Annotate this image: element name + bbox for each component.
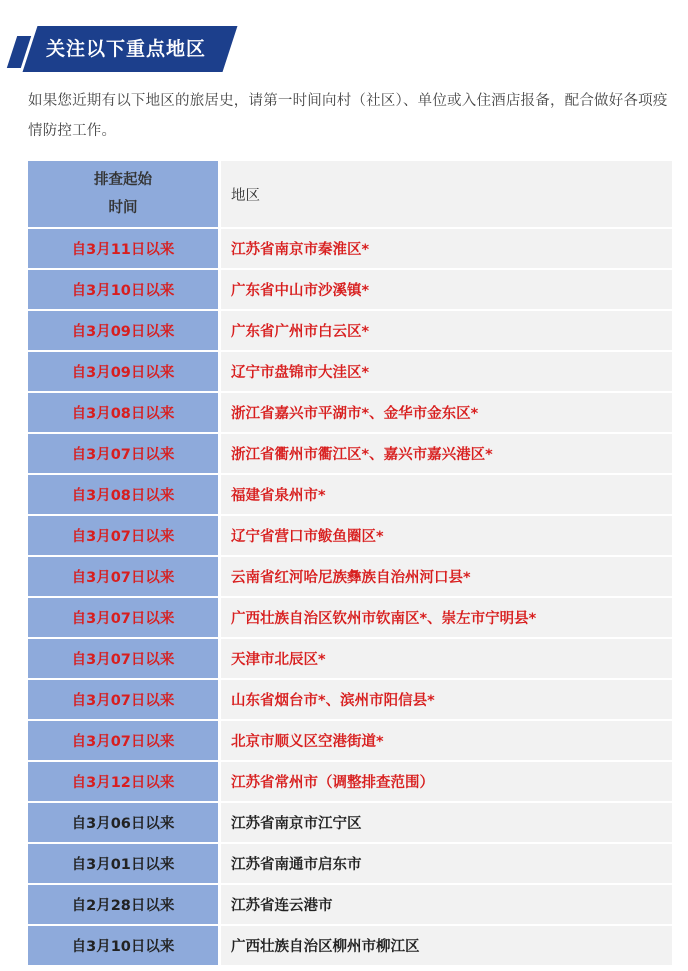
table-row [28, 557, 672, 598]
table-row [28, 352, 672, 393]
area-cell: 浙江省衢州市衢江区*、嘉兴市嘉兴港区* [221, 434, 672, 475]
table-row [28, 844, 672, 885]
area-cell: 江苏省连云港市 [221, 885, 672, 926]
time-cell: 自3月12日以来 [28, 762, 218, 803]
area-cell: 江苏省南京市江宁区 [221, 803, 672, 844]
time-cell: 自3月09日以来 [28, 311, 218, 352]
time-cell: 自3月06日以来 [28, 803, 218, 844]
area-cell: 江苏省南通市启东市 [221, 844, 672, 885]
table-row [28, 270, 672, 311]
table-header-row [28, 161, 672, 229]
time-cell: 自3月07日以来 [28, 680, 218, 721]
time-cell: 自3月10日以来 [28, 926, 218, 967]
table-row [28, 926, 672, 967]
table-row [28, 680, 672, 721]
area-cell: 辽宁市盘锦市大洼区* [221, 352, 672, 393]
time-cell: 自3月07日以来 [28, 434, 218, 475]
area-cell: 浙江省嘉兴市平湖市*、金华市金东区* [221, 393, 672, 434]
table-row [28, 516, 672, 557]
area-cell: 山东省烟台市*、滨州市阳信县* [221, 680, 672, 721]
region-table [28, 161, 672, 967]
table-row [28, 598, 672, 639]
time-cell: 自3月01日以来 [28, 844, 218, 885]
time-cell: 自3月08日以来 [28, 393, 218, 434]
intro-paragraph: 如果您近期有以下地区的旅居史，请第一时间向村（社区）、单位或入住酒店报备，配合做好各项疫情防控工作。 [28, 93, 668, 139]
section-title: 关注以下重点地区 [46, 38, 207, 60]
area-cell: 天津市北辰区* [221, 639, 672, 680]
area-cell: 广西壮族自治区柳州市柳江区 [221, 926, 672, 967]
table-row [28, 475, 672, 516]
area-cell: 江苏省南京市秦淮区* [221, 229, 672, 270]
time-cell: 自3月07日以来 [28, 557, 218, 598]
table-row [28, 434, 672, 475]
table-row [28, 762, 672, 803]
table-body [28, 229, 672, 967]
time-cell: 自3月07日以来 [28, 721, 218, 762]
section-header [12, 26, 238, 72]
time-cell: 自3月11日以来 [28, 229, 218, 270]
area-cell: 北京市顺义区空港街道* [221, 721, 672, 762]
time-cell: 自3月08日以来 [28, 475, 218, 516]
table-row [28, 803, 672, 844]
area-cell: 福建省泉州市* [221, 475, 672, 516]
area-cell: 广东省广州市白云区* [221, 311, 672, 352]
table-row [28, 229, 672, 270]
time-cell: 自3月10日以来 [28, 270, 218, 311]
area-cell: 广西壮族自治区钦州市钦南区*、崇左市宁明县* [221, 598, 672, 639]
time-cell: 自3月09日以来 [28, 352, 218, 393]
area-cell: 云南省红河哈尼族彝族自治州河口县* [221, 557, 672, 598]
area-cell: 江苏省常州市（调整排查范围） [221, 762, 672, 803]
table-row [28, 885, 672, 926]
time-cell: 自3月07日以来 [28, 639, 218, 680]
table-row [28, 311, 672, 352]
table-row [28, 393, 672, 434]
time-cell: 自2月28日以来 [28, 885, 218, 926]
area-cell: 辽宁省营口市鲅鱼圈区* [221, 516, 672, 557]
table-row [28, 639, 672, 680]
header-time-line1: 排查起始 [94, 172, 152, 188]
header-area-cell: 地区 [221, 161, 672, 229]
time-cell: 自3月07日以来 [28, 516, 218, 557]
header-time-cell [28, 161, 218, 229]
header-time-line2: 时间 [108, 200, 138, 216]
table-row [28, 721, 672, 762]
area-cell: 广东省中山市沙溪镇* [221, 270, 672, 311]
time-cell: 自3月07日以来 [28, 598, 218, 639]
